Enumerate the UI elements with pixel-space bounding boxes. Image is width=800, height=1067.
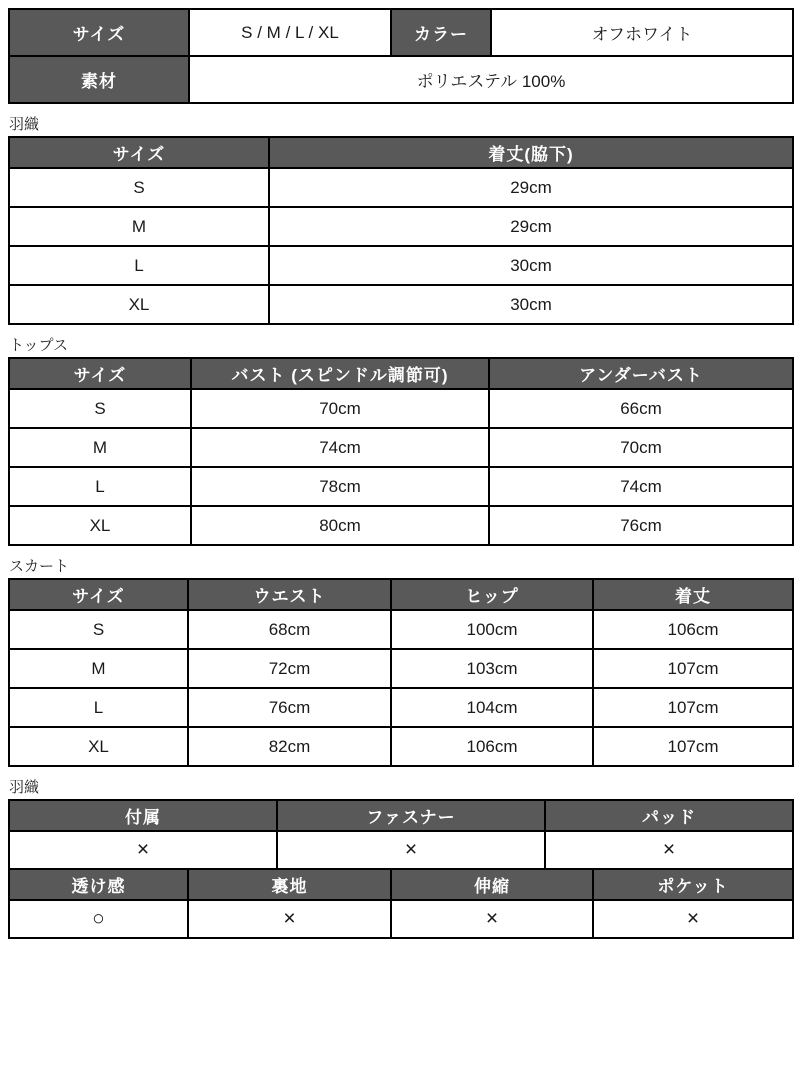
table-row xyxy=(9,56,793,103)
value-cell: 78cm xyxy=(191,467,489,506)
table-row xyxy=(9,831,793,869)
column-header: 伸縮 xyxy=(391,869,593,900)
haori-spec-table-top xyxy=(8,799,794,870)
table-header-row xyxy=(9,579,793,610)
size-cell: M xyxy=(9,428,191,467)
circle-mark: ○ xyxy=(9,900,188,938)
value-cell: 70cm xyxy=(191,389,489,428)
column-header: バスト (スピンドル調節可) xyxy=(191,358,489,389)
material-header-cell: 素材 xyxy=(9,56,189,103)
column-header: ウエスト xyxy=(188,579,391,610)
value-cell: 74cm xyxy=(191,428,489,467)
value-cell: 74cm xyxy=(489,467,793,506)
cross-mark: × xyxy=(593,900,793,938)
material-value-cell: ポリエステル 100% xyxy=(189,56,793,103)
column-header: アンダーバスト xyxy=(489,358,793,389)
table-row xyxy=(9,900,793,938)
value-cell: 82cm xyxy=(188,727,391,766)
cross-mark: × xyxy=(391,900,593,938)
cross-mark: × xyxy=(545,831,793,869)
haori-size-table xyxy=(8,136,794,325)
section-label-skirt: スカート xyxy=(9,558,70,575)
table-row xyxy=(9,389,793,428)
value-cell: 80cm xyxy=(191,506,489,545)
size-cell: L xyxy=(9,688,188,727)
value-cell: 29cm xyxy=(269,207,793,246)
value-cell: 106cm xyxy=(391,727,593,766)
value-cell: 70cm xyxy=(489,428,793,467)
size-value-cell: S / M / L / XL xyxy=(189,9,391,56)
table-header-row xyxy=(9,800,793,831)
size-cell: L xyxy=(9,467,191,506)
value-cell: 106cm xyxy=(593,610,793,649)
value-cell: 107cm xyxy=(593,688,793,727)
table-row xyxy=(9,246,793,285)
value-cell: 76cm xyxy=(489,506,793,545)
table-row xyxy=(9,428,793,467)
column-header: ヒップ xyxy=(391,579,593,610)
table-header-row xyxy=(9,358,793,389)
value-cell: 103cm xyxy=(391,649,593,688)
table-header-row xyxy=(9,137,793,168)
value-cell: 30cm xyxy=(269,285,793,324)
size-cell: XL xyxy=(9,727,188,766)
column-header: 付属 xyxy=(9,800,277,831)
value-cell: 107cm xyxy=(593,649,793,688)
value-cell: 30cm xyxy=(269,246,793,285)
value-cell: 107cm xyxy=(593,727,793,766)
section-label-haori-spec: 羽織 xyxy=(9,779,40,796)
skirt-size-table xyxy=(8,578,794,767)
value-cell: 100cm xyxy=(391,610,593,649)
size-cell: XL xyxy=(9,285,269,324)
cross-mark: × xyxy=(9,831,277,869)
size-cell: L xyxy=(9,246,269,285)
table-row xyxy=(9,727,793,766)
size-cell: M xyxy=(9,207,269,246)
section-label-haori: 羽織 xyxy=(9,116,40,133)
value-cell: 72cm xyxy=(188,649,391,688)
column-header: ポケット xyxy=(593,869,793,900)
size-cell: S xyxy=(9,610,188,649)
table-row xyxy=(9,649,793,688)
cross-mark: × xyxy=(188,900,391,938)
column-header: 裏地 xyxy=(188,869,391,900)
value-cell: 76cm xyxy=(188,688,391,727)
table-header-row xyxy=(9,869,793,900)
value-cell: 66cm xyxy=(489,389,793,428)
column-header: サイズ xyxy=(9,579,188,610)
column-header: サイズ xyxy=(9,137,269,168)
cross-mark: × xyxy=(277,831,545,869)
table-row xyxy=(9,9,793,56)
size-cell: XL xyxy=(9,506,191,545)
column-header: ファスナー xyxy=(277,800,545,831)
product-info-table xyxy=(8,8,794,104)
column-header: 着丈 xyxy=(593,579,793,610)
table-row xyxy=(9,285,793,324)
table-row xyxy=(9,506,793,545)
size-header-cell: サイズ xyxy=(9,9,189,56)
column-header: 透け感 xyxy=(9,869,188,900)
table-row xyxy=(9,467,793,506)
table-row xyxy=(9,688,793,727)
size-cell: S xyxy=(9,389,191,428)
color-value-cell: オフホワイト xyxy=(491,9,793,56)
table-row xyxy=(9,207,793,246)
color-header-cell: カラー xyxy=(391,9,491,56)
tops-size-table xyxy=(8,357,794,546)
size-cell: M xyxy=(9,649,188,688)
haori-spec-table-bottom xyxy=(8,868,794,939)
column-header: パッド xyxy=(545,800,793,831)
size-cell: S xyxy=(9,168,269,207)
value-cell: 104cm xyxy=(391,688,593,727)
value-cell: 68cm xyxy=(188,610,391,649)
table-row xyxy=(9,610,793,649)
table-row xyxy=(9,168,793,207)
value-cell: 29cm xyxy=(269,168,793,207)
section-label-tops: トップス xyxy=(9,337,68,354)
column-header: 着丈(脇下) xyxy=(269,137,793,168)
column-header: サイズ xyxy=(9,358,191,389)
